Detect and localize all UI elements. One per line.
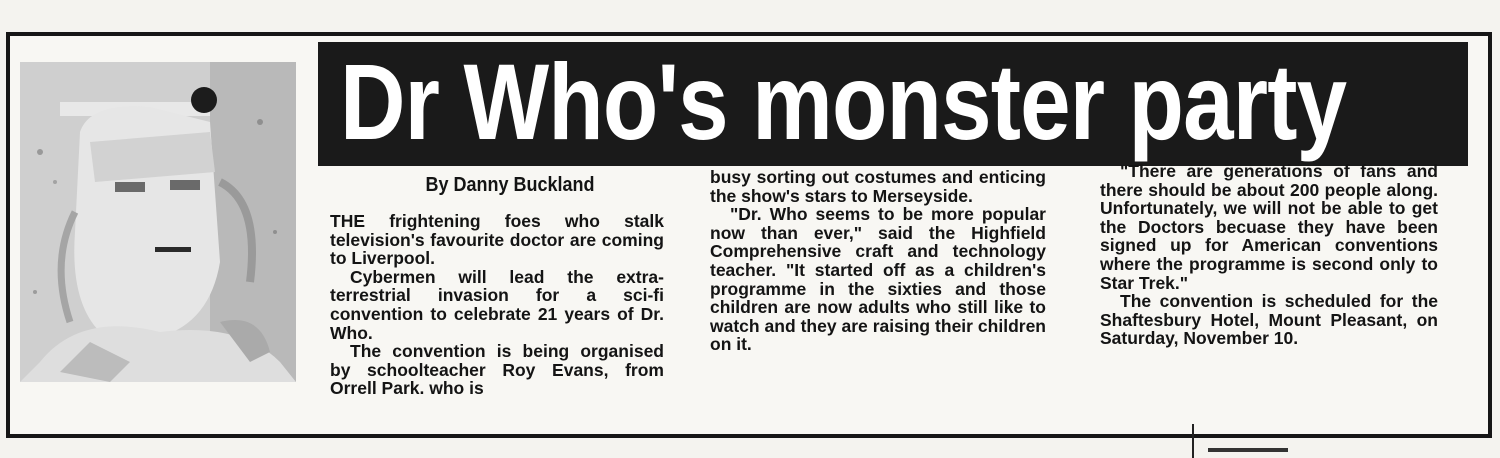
paragraph: "There are generations of fans and there should be about 200 people along. Unfortunately, we will not be able to get the Doctors becuase they have been signed up for American conventions where the programme is second only to Star Trek."	[1100, 161, 1438, 293]
paragraph: THE frightening foes who stalk television's favourite doctor are coming to Liverpool.	[330, 211, 664, 269]
article-column-1	[330, 212, 664, 398]
column-rule	[1192, 424, 1194, 458]
paragraph: "Dr. Who seems to be more popular now than ever," said the Highfield Comprehensive craft and technology teacher. "It started off as a children's programme in the sixties and those children are now adults who still like to watch and they are raising their children on it.	[710, 204, 1046, 355]
headline-banner	[318, 42, 1468, 166]
paragraph: busy sorting out costumes and enticing the show's stars to Merseyside.	[710, 167, 1046, 206]
headline: Dr Who's monster party	[340, 42, 1347, 162]
paragraph: The convention is being organised by schoolteacher Roy Evans, from Orrell Park. who is	[330, 341, 664, 399]
cyberman-illustration	[20, 62, 296, 382]
next-article-stub	[1208, 448, 1288, 452]
byline: By Danny Buckland	[425, 174, 595, 196]
cyberman-photo	[20, 62, 296, 382]
paragraph: The convention is scheduled for the Shaftesbury Hotel, Mount Pleasant, on Saturday, November 10.	[1100, 291, 1438, 349]
article-column-2	[710, 168, 1046, 354]
paragraph: Cybermen will lead the extra-terrestrial invasion for a sci-fi convention to celebrate 21 years of Dr. Who.	[330, 266, 664, 343]
article-column-3	[1100, 162, 1438, 348]
